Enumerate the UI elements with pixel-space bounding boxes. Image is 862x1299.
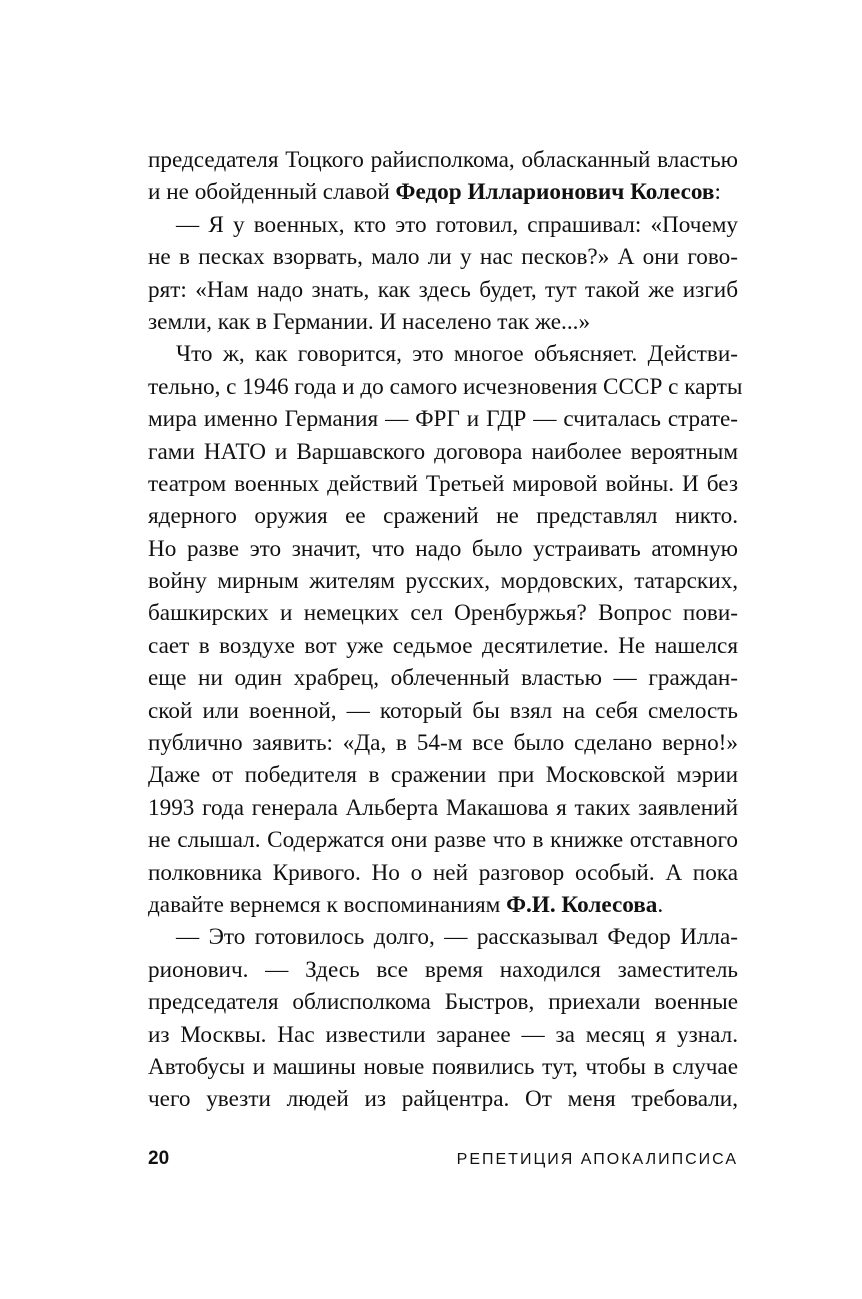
text-line: чего увезти людей из райцентра. От меня требовали, (148, 1086, 738, 1113)
text-fragment: . (657, 891, 664, 918)
text-line (148, 176, 738, 208)
text-line: башкирских и немецких сел Оренбуржья? Вопрос пови- (148, 600, 738, 627)
page-number: 20 (148, 1148, 170, 1169)
text-line: театром военных действий Третьей мировой войны. И без (148, 470, 738, 497)
text-line: — Я у военных, кто это готовил, спрашивал: «Почему (176, 211, 738, 238)
text-line: тельно, с 1946 года и до самого исчезновения СССР с карты (148, 373, 743, 400)
text-line: председателя Тоцкого райисполкома, обласканный властью (148, 147, 738, 173)
text-line: еще ни один храбрец, облеченный властью — граждан- (148, 665, 738, 692)
body-text (148, 144, 743, 1116)
text-fragment: давайте вернемся к воспоминаниям (148, 891, 507, 918)
running-title: РЕПЕТИЦИЯ АПОКАЛИПСИСА (456, 1151, 738, 1168)
text-line: не в песках взорвать, мало ли у нас песков?» А они гово- (148, 244, 738, 271)
text-line: 1993 года генерала Альберта Макашова я таких заявлений (148, 794, 738, 821)
text-line: мира именно Германия — ФРГ и ГДР — считалась страте- (148, 406, 738, 433)
text-line: Но разве это значит, что надо было устраивать атомную (148, 535, 738, 562)
text-line: Даже от победителя в сражении при Московской мэрии (148, 762, 738, 789)
text-line: публично заявить: «Да, в 54-м все было сделано верно!» (148, 730, 738, 757)
bold-name: Ф.И. Колесова (506, 891, 658, 918)
text-line: войну мирным жителям русских, мордовских, татарских, (148, 568, 738, 595)
text-line: Что ж, как говорится, это многое объясняет. Действи- (176, 341, 738, 368)
text-line: рионович. — Здесь все время находился заместитель (148, 956, 738, 983)
text-line: гами НАТО и Варшавского договора наиболее вероятным (148, 438, 738, 465)
text-line: не слышал. Содержатся они разве что в книжке отставного (148, 827, 738, 854)
text-line: — Это готовилось долго, — рассказывал Федор Илла- (176, 924, 738, 951)
text-line: ской или военной, — который бы взял на себя смелость (148, 697, 738, 724)
text-line: ядерного оружия ее сражений не представлял никто. (148, 503, 738, 530)
text-line: земли, как в Германии. И населено так же...» (148, 308, 591, 335)
bold-name: Федор Илларионович Колесов (395, 179, 715, 206)
text-line: председателя облисполкома Быстров, приехали военные (148, 989, 738, 1016)
text-line: Автобусы и машины новые появились тут, чтобы в случае (148, 1053, 738, 1080)
text-line (148, 889, 738, 921)
text-fragment: и не обойденный славой (148, 179, 396, 206)
text-line: из Москвы. Нас известили заранее — за месяц я узнал. (148, 1021, 738, 1048)
text-line: рят: «Нам надо знать, как здесь будет, тут такой же изгиб (148, 276, 738, 303)
text-line: сает в воздухе вот уже седьмое десятилетие. Не нашелся (148, 632, 738, 659)
text-fragment: : (714, 179, 721, 206)
text-line: полковника Кривого. Но о ней разговор особый. А пока (148, 859, 738, 886)
